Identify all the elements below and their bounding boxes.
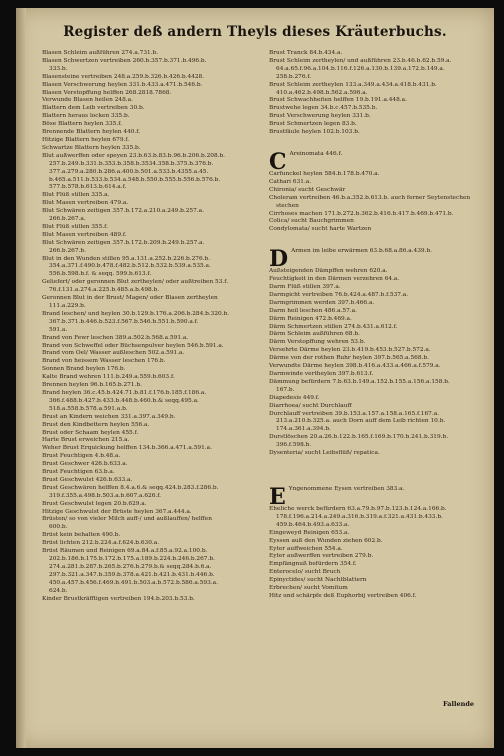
entry-text: Brust Schleim zertheylen/ und außführen 23.b.46.b.62.b.59.a. xyxy=(269,57,452,64)
register-entry xyxy=(42,588,264,596)
register-entry xyxy=(42,256,264,264)
page-gutter xyxy=(16,8,26,748)
register-entry xyxy=(42,208,264,216)
entry-text: 266.b.267.b. xyxy=(49,247,86,254)
register-entry xyxy=(42,137,264,145)
register-entry xyxy=(42,501,264,509)
register-entry xyxy=(42,216,264,224)
entry-text: Erbrechen/ sucht Vomitum xyxy=(269,585,348,592)
entry-text: Colica/ sucht Bauchgrimmen xyxy=(269,218,354,225)
register-entry xyxy=(42,82,264,90)
section-spacer xyxy=(269,458,489,472)
register-entry xyxy=(42,477,264,485)
register-entry xyxy=(269,226,489,234)
register-entry xyxy=(269,82,489,90)
register-entry xyxy=(42,374,264,382)
entry-text: Blasen Schwertzen vertreiben 260.b.357.b.371.b.496.b. xyxy=(42,57,207,64)
register-entry xyxy=(269,90,489,98)
entry-text: 297.b.321.a.347.b.359.b.378.a.421.b.421.b.431.b.446.b. xyxy=(49,571,215,578)
register-entry xyxy=(42,548,264,556)
entry-text: Blut Schwären zeitigen 357.b.172.a.210.a.249.b.257.a. xyxy=(42,208,204,215)
register-entry xyxy=(269,276,489,284)
register-entry xyxy=(42,263,264,271)
entry-text: Verwunde Blasen heilen 248.a. xyxy=(42,97,133,104)
entry-text: 577.b.578.b.613.b.614.a.f. xyxy=(49,184,127,191)
register-entry xyxy=(269,553,489,561)
register-entry xyxy=(42,279,264,287)
entry-text: Blut Schwären zeitigen 357.b.172.b.209.b.249.b.257.a. xyxy=(42,239,205,246)
register-entry xyxy=(269,363,489,371)
register-entry xyxy=(269,105,489,113)
entry-text: Yngenommene Eysen vertreiben 383.a. xyxy=(288,485,405,492)
entry-text: Blut in den Wunden stillen 95.a.131.a.252.b.226.b.276.b. xyxy=(42,255,211,262)
entry-text: Blut Masen vertreiben 479.a. xyxy=(42,200,129,207)
register-entry xyxy=(269,426,489,434)
entry-text: Condylomata/ sucht harte Wartzen xyxy=(269,226,372,233)
register-entry xyxy=(42,461,264,469)
entry-text: Brüst Räumen und Reinigen 69.a.84.a.f.85.a.92.a.100.b. xyxy=(42,548,208,555)
register-entry xyxy=(42,382,264,390)
entry-text: 410.a.462.b.498.b.562.a.596.a. xyxy=(276,89,368,96)
entry-text: Brand leschen/ und heylen 30.b.129.b.176.a.206.b.284.b.320.b. xyxy=(42,310,230,317)
entry-text: Brust oder Schaam heylen 455.f. xyxy=(42,429,139,436)
register-entry xyxy=(42,556,264,564)
entry-text: 274.a.281.b.287.b.265.b.276.b.279.b.& seqq.284.b.6.a. xyxy=(49,563,212,570)
entry-text: 367.b.371.b.446.b.523.f.567.b.546.b.551.b.590.a.f. xyxy=(49,318,199,325)
entry-text: Weher Brust Erquickung helffen 134.b.366.a.471.a.591.a. xyxy=(42,445,212,452)
entry-text: Brust den Kindbettern heylen 556.a. xyxy=(42,421,150,428)
entry-text: Brust Schwachheiten helffen 19.b.191.a.448.a. xyxy=(269,97,407,104)
entry-text: Blattern dem Leib vertreiben 30.b. xyxy=(42,105,145,112)
entry-text: 213.a.210.b.325.a. auch Dorn auff dem Leib richten 10.b. xyxy=(276,418,446,425)
register-entry xyxy=(42,540,264,548)
register-entry xyxy=(42,74,264,82)
entry-text: 202.b.186.b.175.b.172.b.175.a.189.b.224.b.246.b.267.b. xyxy=(49,556,215,562)
entry-text: Dämmung befürdern 7.b.63.b.149.a.152.b.155.a.156.a.158.b. xyxy=(269,378,450,385)
entry-text: Brüsten/ so von vieler Milch auff-/ und außlauffen/ helffen xyxy=(42,516,212,523)
register-entry xyxy=(42,232,264,240)
entry-text: Brust Schleim zertheylen 133.a.349.a.434.a.418.b.431.b. xyxy=(269,81,437,88)
register-entry xyxy=(269,331,489,339)
entry-text: Darmwinde vertheylen 397.b.613.f. xyxy=(269,371,374,377)
page-title: Register deß andern Theyls dieses Kräuterbuchs. xyxy=(63,24,447,40)
register-entry xyxy=(269,121,489,129)
register-section-start xyxy=(269,248,489,268)
register-entry xyxy=(42,121,264,129)
entry-text: Diapedesis 449.f. xyxy=(269,394,320,401)
entry-text: Brand heylen 36.c.45.b.424.71.b.81.f.176.b.185.f.186.a. xyxy=(42,389,207,396)
register-entry xyxy=(269,308,489,316)
register-entry xyxy=(269,450,489,458)
entry-text: Brust Geschwären helffen 8.4.a.6.& seqq.424.b.283.f.286.b. xyxy=(42,484,219,491)
entry-text: 450.a.457.b.456.f.469.b.491.b.503.a.b.572.b.586.a.593.a. xyxy=(49,579,218,586)
entry-text: Epinyctides/ sucht Nachtblattern xyxy=(269,577,367,584)
register-entry xyxy=(269,211,489,219)
entry-text: Därm Reinigen 472.b.469.a. xyxy=(269,315,352,322)
register-entry xyxy=(42,184,264,192)
register-entry xyxy=(269,538,489,546)
entry-text: Blut Flüß stillen 355.f. xyxy=(42,223,108,230)
entry-text: Choleram vertreiben 46.b.a.352.b.613.b. auch ferner Seytenstechen xyxy=(269,194,471,201)
register-entry xyxy=(269,113,489,121)
register-entry xyxy=(269,268,489,276)
entry-text: Geronnen Blut in der Brust/ Magen/ oder Blasen zertheylen xyxy=(42,295,218,302)
entry-text: Dysenteria/ sucht Leibsflüß/ repatica. xyxy=(269,450,380,457)
entry-text: Armen im leibe erwärmen 63.b.68.a.86.a.439.b. xyxy=(291,248,433,255)
entry-text: Blasen Schleim außführen 274.a.731.b. xyxy=(42,50,159,56)
register-entry xyxy=(269,530,489,538)
register-entry xyxy=(269,577,489,585)
entry-text: Brust Geschwulst legen 20.b.629.a. xyxy=(42,500,147,507)
entry-text: Brust Feuchtigen 4.b.48.a. xyxy=(42,453,121,460)
entry-text: Darmgrimmen werden 397.b.466.a. xyxy=(269,299,375,306)
entry-text: 333.b. xyxy=(49,65,68,72)
entry-text: Brand von heissem Wasser leschen 176.b. xyxy=(42,358,166,365)
register-entry xyxy=(269,546,489,554)
entry-text: Verwundte Därme heylen 398.b.416.a.433.a.466.a.f.579.a. xyxy=(269,363,441,370)
entry-text: 257.b.249.b.331.b.353.b.358.b.3534.358.b.375.b.376.b. xyxy=(49,160,214,167)
entry-text: Hitzige Blattern heylen 679.f. xyxy=(42,136,130,143)
register-entry xyxy=(269,292,489,300)
entry-text: Brüst lichten 212.b.224.a.f.624.b.630.a. xyxy=(42,540,160,547)
register-entry xyxy=(42,200,264,208)
register-entry xyxy=(42,445,264,453)
register-entry xyxy=(42,240,264,248)
register-entry xyxy=(269,387,489,395)
register-entry xyxy=(269,195,489,203)
register-entry xyxy=(42,319,264,327)
initial-letter: E xyxy=(269,485,286,506)
section-spacer xyxy=(269,137,489,151)
entry-text: Blut Masen vertreiben 489.f. xyxy=(42,231,127,238)
entry-text: Areinomata 446.f. xyxy=(289,150,343,157)
entry-text: Brust an Kindern weichen 331.a.397.a.349.b. xyxy=(42,413,176,420)
entry-text: Brand von Schweffel oder Büchsenpulver heylen 546.b.591.a. xyxy=(42,342,224,349)
entry-text: 76.f.131.a.274.a.225.b.485.a.b.498.b. xyxy=(49,287,160,294)
entry-text: Brennen heylen 96.b.165.b.271.b. xyxy=(42,382,142,389)
register-entry xyxy=(269,58,489,66)
entry-text: Blasensteine vertreiben 248.a.259.b.326.b.426.b.4428. xyxy=(42,73,205,80)
entry-text: Kinder Brustkräfftigen vertreiben 194.b.203.b.53.b. xyxy=(42,595,195,602)
entry-text: Eyssen auß den Wunden ziehen 602.b. xyxy=(269,537,383,544)
register-entry xyxy=(269,179,489,187)
entry-text: 258.b.276.f. xyxy=(276,73,312,80)
entry-text: Versehrte Därme heylen 23.b.419.b.453.b.527.b.572.a. xyxy=(269,347,431,354)
register-entry xyxy=(42,414,264,422)
entry-text: Brust Geschwulst 426.b.633.a. xyxy=(42,476,133,483)
entry-text: Brand von Fewr leschen 389.a.502.b.568.a.591.a. xyxy=(42,334,189,341)
entry-text: Cathari 631.a. xyxy=(269,178,312,185)
entry-text: 624.b. xyxy=(49,587,68,594)
register-entry xyxy=(269,418,489,426)
entry-text: 167.b. xyxy=(276,386,295,393)
register-entry xyxy=(42,343,264,351)
entry-text: Blasen Verstopffung helffen 268.2818.7868. xyxy=(42,89,172,96)
entry-text: 319.f.355.a.498.b.503.a.b.607.a.626.f. xyxy=(49,492,162,499)
entry-text: Brustwehe legen 34.b.c.457.b.535.b. xyxy=(269,105,378,112)
entry-text: Eyter auffweichen 554.a. xyxy=(269,545,343,552)
register-entry xyxy=(269,203,489,211)
section-spacer xyxy=(269,234,489,248)
entry-text: Därme von der rothen Ruhr heylen 397.b.565.a.568.b. xyxy=(269,355,429,362)
register-entry xyxy=(42,129,264,137)
register-entry xyxy=(269,371,489,379)
register-entry xyxy=(42,350,264,358)
register-entry xyxy=(42,50,264,58)
register-entry xyxy=(269,300,489,308)
register-entry xyxy=(42,161,264,169)
entry-text: 366.f.488.b.427.b.433.b.448.b.460.b.& seqq.495.a. xyxy=(49,397,199,404)
register-entry xyxy=(42,327,264,335)
register-entry xyxy=(42,248,264,256)
entry-text: Brust Verschwerung heylen 331.b. xyxy=(269,113,371,120)
register-entry xyxy=(269,569,489,577)
catchword: Fallende xyxy=(443,700,474,708)
entry-text: Blattern heraus locken 335.b. xyxy=(42,113,130,120)
register-entry xyxy=(42,295,264,303)
entry-text: Blasen Verschwerung heylen 331.b.433.a.471.b.546.b. xyxy=(42,81,203,88)
register-entry xyxy=(269,355,489,363)
register-entry xyxy=(42,224,264,232)
register-entry xyxy=(42,453,264,461)
register-entry xyxy=(42,398,264,406)
register-entry xyxy=(42,153,264,161)
entry-text: Brüst kein behalten 490.b. xyxy=(42,532,121,539)
entry-text: stechen xyxy=(276,202,299,209)
entry-text: Blut außwerffen oder speyen 23.b.63.b.83.b.96.b.206.b.208.b. xyxy=(42,152,226,159)
register-entry xyxy=(42,485,264,493)
entry-text: Brust Geschwer 426.b.633.a. xyxy=(42,461,128,468)
entry-text: Empfängnuß befürdern 354.f. xyxy=(269,561,357,568)
register-entry xyxy=(269,50,489,58)
register-entry xyxy=(42,390,264,398)
initial-letter: D xyxy=(269,248,289,269)
register-entry xyxy=(42,580,264,588)
register-entry xyxy=(42,97,264,105)
register-entry xyxy=(42,430,264,438)
entry-text: 354.a.371.f.490.b.478.f.482.b.512.b.532.b.539.a.535.a. xyxy=(49,263,211,270)
entry-text: Cirrhoses machen 171.b.272.b.362.b.416.b.417.b.469.b.471.b. xyxy=(269,210,454,217)
register-entry xyxy=(42,90,264,98)
register-entry xyxy=(42,177,264,185)
register-entry xyxy=(269,403,489,411)
register-entry xyxy=(269,218,489,226)
register-entry xyxy=(42,422,264,430)
register-entry xyxy=(269,514,489,522)
register-entry xyxy=(42,192,264,200)
register-entry xyxy=(269,187,489,195)
register-entry xyxy=(269,561,489,569)
entry-text: Därm Schmertzen stillen 274.b.431.a.612.f. xyxy=(269,323,398,330)
entry-text: Brust Feuchtigen 63.b.a. xyxy=(42,469,115,476)
register-entry xyxy=(42,366,264,374)
entry-text: Brand vom Oel/ Wasser außleschen 502.a.591.a. xyxy=(42,350,185,357)
register-entry xyxy=(42,105,264,113)
register-entry xyxy=(42,532,264,540)
entry-text: Enterocelo/ sucht Bruch xyxy=(269,569,341,576)
register-entry xyxy=(42,358,264,366)
register-entry xyxy=(42,469,264,477)
register-entry xyxy=(42,145,264,153)
entry-text: Chironia/ sucht Geschwär xyxy=(269,186,346,193)
register-entry xyxy=(269,339,489,347)
entry-text: Außsteigenden Dämpffen wehren 620.a. xyxy=(269,268,388,275)
entry-text: 377.a.279.a.280.b.286.a.400.b.501.a.533.b.4355.a.45. xyxy=(49,168,209,175)
register-entry xyxy=(42,113,264,121)
entry-text: Hitzige Geschwulst der Brüste heylen 367.a.444.a. xyxy=(42,508,192,515)
register-entry xyxy=(269,434,489,442)
entry-text: Sonnen Brand heylen 176.b. xyxy=(42,366,126,373)
register-entry xyxy=(42,66,264,74)
register-entry xyxy=(269,395,489,403)
register-entry xyxy=(42,271,264,279)
register-entry xyxy=(269,316,489,324)
register-section-start xyxy=(269,486,489,506)
entry-text: Kalte Brand wehren 111.b.249.a.559.b.603.f. xyxy=(42,374,175,381)
entry-text: Blut Flüß stillen 335.a. xyxy=(42,192,110,199)
register-column-right xyxy=(269,50,489,601)
register-entry xyxy=(269,129,489,137)
entry-text: 266.b.267.a. xyxy=(49,216,86,223)
entry-text: Carfunckel heylen 584.b.178.b.470.a. xyxy=(269,170,380,177)
section-spacer xyxy=(269,472,489,486)
register-entry xyxy=(42,437,264,445)
register-entry xyxy=(269,411,489,419)
register-entry xyxy=(42,493,264,501)
entry-text: Eheliche werck befürdern 63.a.79.b.97.b.123.b.124.a.166.b. xyxy=(269,505,447,512)
entry-text: Geliefert/ oder geronnen Blut zertheylen/ oder außtreiben 53.f. xyxy=(42,279,229,286)
entry-text: Durstlöschen 20.a.26.b.122.b.165.f.169.b.170.b.241.b.319.b. xyxy=(269,434,449,441)
register-entry xyxy=(269,379,489,387)
entry-text: Diarrhoea/ sucht Durchlauff xyxy=(269,402,352,409)
entry-text: Eingeweyd Reinigen 653.a. xyxy=(269,529,350,536)
register-entry xyxy=(42,311,264,319)
entry-text: Darm heil leschen 486.a.57.a. xyxy=(269,307,357,314)
register-entry xyxy=(269,171,489,179)
register-entry xyxy=(269,66,489,74)
register-entry xyxy=(269,74,489,82)
entry-text: 459.b.464.b.493.a.633.a. xyxy=(276,521,350,528)
entry-text: Schwartze Blattern heylen 335.b. xyxy=(42,144,141,151)
entry-text: Eyter außwerffen vertreiben 279.b. xyxy=(269,553,374,560)
entry-text: Brennende Blattern heylen 440.f. xyxy=(42,129,141,136)
entry-text: Feuchtigkeit in den Därmen verzehren 64.a. xyxy=(269,276,400,283)
entry-text: Därm Schleim außführen 68.b. xyxy=(269,331,360,338)
register-entry xyxy=(269,347,489,355)
register-entry xyxy=(269,284,489,292)
entry-text: Därm Verstopffung wehren 53.b. xyxy=(269,339,366,346)
register-entry xyxy=(42,303,264,311)
register-entry xyxy=(42,509,264,517)
entry-text: Brust Tranck 84.b.434.a. xyxy=(269,50,343,56)
entry-text: Hitz und schärpfe deß Euphorbij vertreiben 406.f. xyxy=(269,592,417,599)
entry-text: Durchlauff vertreiben 39.b.153.a.157.a.158.a.165.f.167.a. xyxy=(269,410,440,417)
entry-text: b.465.a.511.b.533.b.534.a.548.b.550.b.555.b.556.b.576.b. xyxy=(49,176,221,183)
register-page xyxy=(16,8,494,748)
register-entry xyxy=(42,406,264,414)
register-entry xyxy=(42,287,264,295)
register-entry xyxy=(42,169,264,177)
register-entry xyxy=(42,596,264,604)
register-entry xyxy=(269,593,489,601)
entry-text: 111.a.229.b. xyxy=(49,303,86,309)
register-entry xyxy=(269,522,489,530)
register-entry xyxy=(42,335,264,343)
register-entry xyxy=(42,524,264,532)
register-entry xyxy=(42,58,264,66)
initial-letter: C xyxy=(269,150,287,171)
entry-text: 600.b. xyxy=(49,524,68,531)
entry-text: 518.a.558.b.578.a.591.a.b. xyxy=(49,405,128,412)
entry-text: 396.f.598.b. xyxy=(276,442,312,449)
entry-text: 556.b.598.b.f. & seqq. 599.b.613.f. xyxy=(49,271,152,278)
entry-text: Böse Blattern heylen 335.f. xyxy=(42,121,122,128)
entry-text: Brustfäule heylen 102.b.103.b. xyxy=(269,129,360,136)
register-column-left xyxy=(42,50,264,603)
register-entry xyxy=(42,516,264,524)
register-entry xyxy=(269,97,489,105)
register-entry xyxy=(42,564,264,572)
register-entry xyxy=(269,324,489,332)
register-entry xyxy=(269,585,489,593)
entry-text: 591.a. xyxy=(49,326,68,333)
entry-text: 174.a.361.a.394.b. xyxy=(276,426,331,433)
entry-text: 64.a.65.f.96.a.104.b.116.f.126.a.130.b.139.a.172.b.149.a. xyxy=(276,65,445,72)
entry-text: Darm Flüß stillen 397.a. xyxy=(269,284,341,291)
entry-text: Brust Schmertzen legen 83.b. xyxy=(269,121,357,128)
entry-text: Harte Brust erweichen 215.a. xyxy=(42,437,130,444)
entry-text: 178.f.196.a.214.a.249.a.316.b.319.a.f.321.a.431.b.433.b. xyxy=(276,513,443,520)
entry-text: Darmgicht vertreiben 76.b.424.a.487.b.f.537.a. xyxy=(269,291,409,298)
register-section-start xyxy=(269,151,489,171)
register-entry xyxy=(269,442,489,450)
register-entry xyxy=(42,572,264,580)
register-entry xyxy=(269,506,489,514)
